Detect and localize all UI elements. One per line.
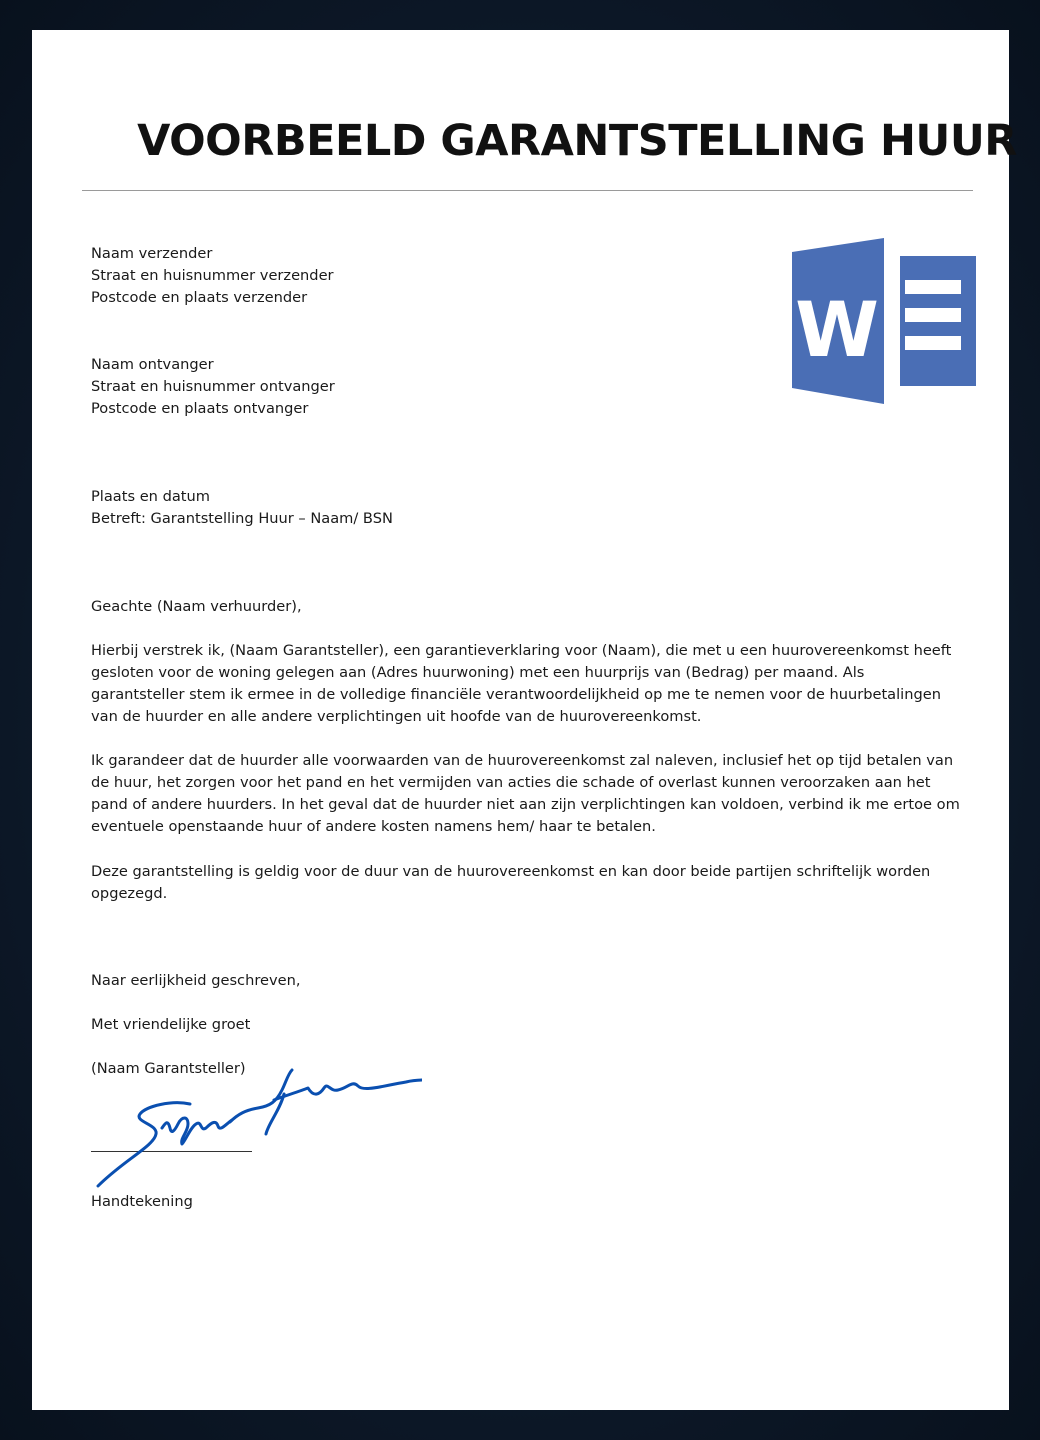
title-divider	[82, 190, 973, 191]
sender-postcode: Postcode en plaats verzender	[91, 289, 308, 306]
recipient-postcode: Postcode en plaats ontvanger	[91, 400, 309, 417]
word-icon	[792, 238, 976, 404]
word-icon-letter: W	[795, 285, 879, 374]
sender-address	[91, 243, 334, 309]
word-icon-line	[905, 280, 961, 294]
document-page	[32, 30, 1017, 1410]
sender-street: Straat en huisnummer verzender	[91, 267, 334, 284]
word-icon-line	[905, 308, 961, 322]
signature-text: Signature	[62, 1058, 67, 1059]
signature	[62, 1058, 422, 1198]
subject-line: Betreft: Garantstelling Huur – Naam/ BSN	[91, 510, 393, 527]
signature-label: Handtekening	[91, 1193, 193, 1210]
word-icon-line	[905, 336, 961, 350]
body-paragraph: Ik garandeer dat de huurder alle voorwaarden van de huurovereenkomst zal naleven, inclusief het op tijd betalen van de huur, het zorgen voor het pand en het vermijden van acties die schade of overlast kunnen veroorzaken aan het pand of andere huurders. In het geval dat de huurder niet aan zijn verplichtingen kan voldoen, verbind ik me ertoe om eventuele openstaande huur of andere kosten namens hem/ haar te betalen.	[91, 752, 960, 835]
place-date: Plaats en datum	[91, 488, 210, 505]
date-subject	[91, 486, 393, 530]
closing-line: Naar eerlijkheid geschreven,	[91, 972, 301, 989]
closing-greeting: Met vriendelijke groet	[91, 1016, 251, 1033]
document-title: VOORBEELD GARANTSTELLING HUUR	[137, 116, 1017, 166]
recipient-name: Naam ontvanger	[91, 356, 214, 373]
body-paragraph: Deze garantstelling is geldig voor de duur van de huurovereenkomst en kan door beide partijen schriftelijk worden opgezegd.	[91, 863, 931, 902]
sender-name: Naam verzender	[91, 245, 213, 262]
salutation: Geachte (Naam verhuurder),	[91, 598, 302, 615]
recipient-street: Straat en huisnummer ontvanger	[91, 378, 335, 395]
body-paragraph: Hierbij verstrek ik, (Naam Garantsteller), een garantieverklaring voor (Naam), die met u een huurovereenkomst heeft gesloten voor de woning gelegen aan (Adres huurwoning) met een huurprijs van (Bedrag) per maand. Als garantsteller stem ik ermee in de volledige financiële verantwoordelijkheid op me te nemen voor de huurbetalingen van de huurder en alle andere verplichtingen uit hoofde van de huurovereenkomst.	[91, 642, 952, 725]
signer-name: (Naam Garantsteller)	[91, 1060, 246, 1077]
recipient-address	[91, 354, 335, 420]
